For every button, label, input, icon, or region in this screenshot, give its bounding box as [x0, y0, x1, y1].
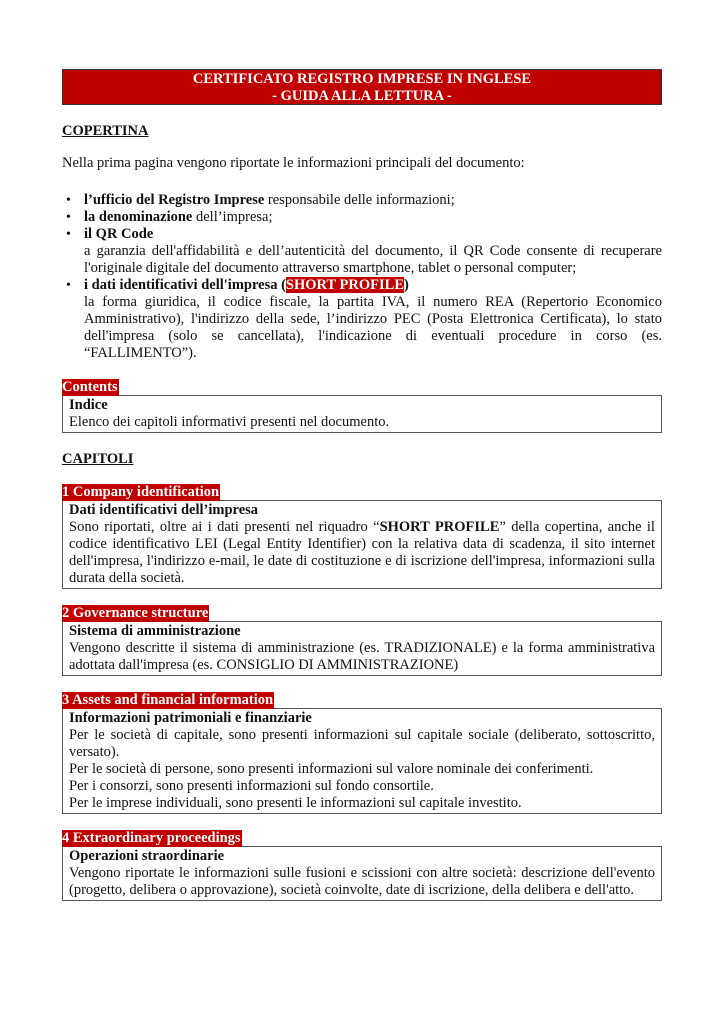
text-part: ” della copertina, anche il codice identificativo LEI (Legal Entity Identifier) con la relativa data di scadenza, il sito internet dell'impresa, l'indirizzo e-mail, le date di costituzione e di iscrizione dell'impresa, informazioni sulla durata della società.	[69, 519, 655, 586]
bullet-bold-end: )	[404, 277, 409, 293]
text-part: Sono riportati, oltre ai i dati presenti nel riquadro “	[69, 519, 380, 535]
bullet-bold: • il QR Code	[84, 226, 154, 242]
contents-title: Indice	[69, 397, 108, 413]
contents-section	[62, 379, 662, 433]
text-bold: SHORT PROFILE	[379, 519, 500, 535]
bullet-item	[62, 192, 662, 209]
section-text: Per i consorzi, sono presenti informazioni sul fondo consortile.	[69, 778, 434, 794]
bullet-text: la forma giuridica, il codice fiscale, la partita IVA, il numero REA (Repertorio Economico Amministrativo), l'indirizzo della sede, l’indirizzo PEC (Posta Elettronica Certificata), lo stato dell'impresa (solo se cancellata), l'indicazione di eventuali procedure in corso (es. “FALLIMENTO”).	[84, 294, 662, 361]
cover-intro: Nella prima pagina vengono riportate le informazioni principali del documento:	[62, 155, 525, 171]
section-box	[62, 500, 662, 589]
section-label: 3 Assets and financial information	[62, 692, 274, 708]
section-label: 1 Company identification	[62, 484, 220, 500]
cover-bullet-list	[62, 192, 662, 362]
section-label: 2 Governance structure	[62, 605, 209, 621]
section-box	[62, 621, 662, 676]
title-line-2: - GUIDA ALLA LETTURA -	[272, 87, 452, 104]
section-governance-structure	[62, 605, 662, 676]
section-assets-financial	[62, 692, 662, 814]
bullet-item	[62, 277, 662, 362]
bullet-text: responsabile delle informazioni;	[264, 192, 455, 208]
chapters-heading: CAPITOLI	[62, 451, 134, 467]
section-text: Vengono descritte il sistema di amministrazione (es. TRADIZIONALE) e la forma amministrativa adottata dall'impresa (es. CONSIGLIO DI AMMINISTRAZIONE)	[69, 640, 655, 673]
contents-label: Contents	[62, 379, 118, 395]
contents-text: Elenco dei capitoli informativi presenti nel documento.	[69, 414, 390, 430]
bullet-item	[62, 226, 662, 277]
cover-heading: COPERTINA	[62, 123, 149, 139]
section-text: Vengono riportate le informazioni sulle fusioni e scissioni con altre società: descrizione dell'evento (progetto, delibera o approvazione), società coinvolte, date di iscrizione, della delibera e dell'atto.	[69, 865, 655, 898]
bullet-bold: l’ufficio del Registro Imprese	[84, 192, 265, 208]
section-title: Dati identificativi dell’impresa	[69, 502, 259, 518]
document-title-banner	[62, 69, 662, 105]
section-title: Operazioni straordinarie	[69, 848, 225, 864]
bullet-text: dell’impresa;	[192, 209, 273, 225]
bullet-bold: la denominazione	[84, 209, 193, 225]
short-profile-highlight: SHORT PROFILE	[285, 277, 404, 293]
section-box	[62, 846, 662, 901]
section-text: Per le imprese individuali, sono presenti le informazioni sul capitale investito.	[69, 795, 522, 811]
title-line-1: CERTIFICATO REGISTRO IMPRESE IN INGLESE	[192, 71, 532, 87]
section-text: Per le società di persone, sono presenti informazioni sul valore nominale dei conferimenti.	[69, 761, 594, 777]
contents-box	[62, 395, 662, 433]
section-extraordinary-proceedings	[62, 830, 662, 901]
section-title: Informazioni patrimoniali e finanziarie	[69, 710, 312, 726]
section-title: Sistema di amministrazione	[69, 623, 241, 639]
bullet-item	[62, 209, 662, 226]
section-text: Per le società di capitale, sono presenti informazioni sul capitale sociale (deliberato, sottoscritto, versato).	[69, 727, 655, 760]
bullet-bold: i dati identificativi dell'impresa (	[84, 277, 286, 293]
bullet-text: a garanzia dell'affidabilità e dell’autenticità del documento, il QR Code consente di recuperare l'originale digitale del documento attraverso smartphone, tablet o personal computer;	[84, 243, 662, 276]
section-company-identification	[62, 484, 662, 589]
section-box	[62, 708, 662, 814]
section-label: 4 Extraordinary proceedings	[62, 830, 241, 846]
section-text	[69, 519, 655, 587]
